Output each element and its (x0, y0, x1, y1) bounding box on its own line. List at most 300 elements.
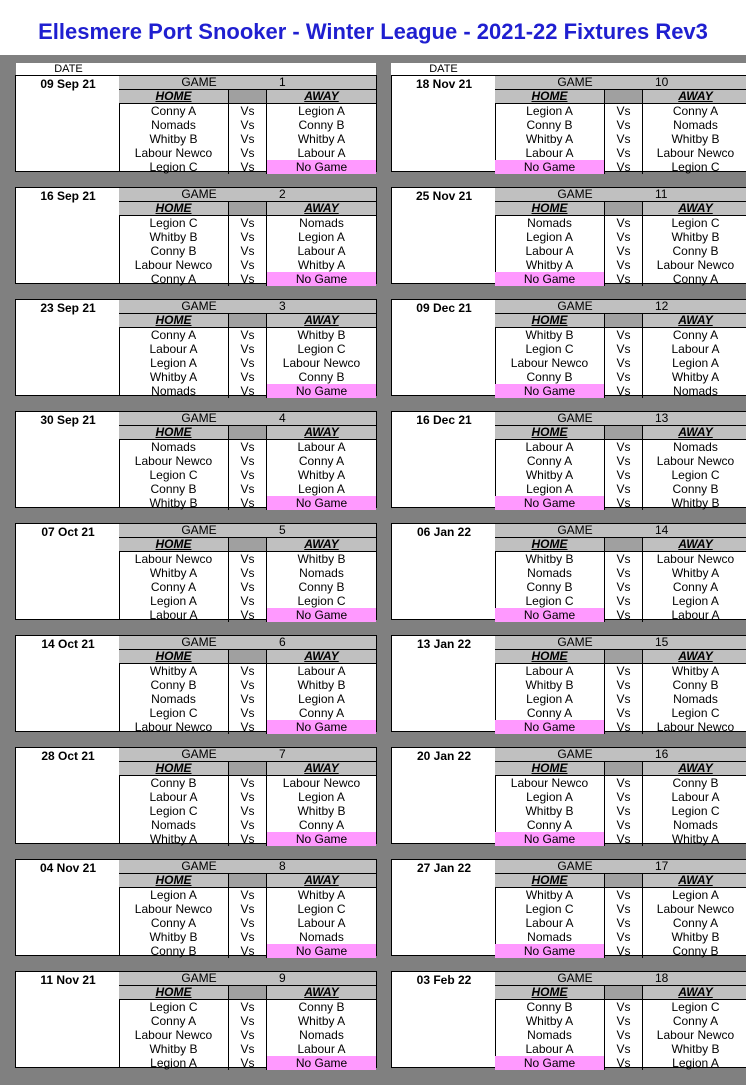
fixture-row (119, 244, 376, 258)
fixture-row (495, 818, 746, 832)
home-team: Legion C (495, 594, 605, 608)
game-row (495, 860, 746, 874)
home-team: Labour Newco (119, 258, 229, 272)
vs-header (229, 314, 267, 327)
vs-label: Vs (605, 328, 643, 342)
fixture-row (119, 370, 376, 384)
vs-label: Vs (605, 678, 643, 692)
vs-label: Vs (605, 1056, 643, 1070)
away-team: Whitby B (297, 328, 346, 342)
fixture-date: 28 Oct 21 (41, 749, 95, 763)
away-team: Conny B (298, 370, 345, 384)
fixture-block-game-8 (15, 859, 377, 956)
away-header: AWAY (643, 426, 746, 439)
fixture-grid (495, 636, 746, 734)
vs-label: Vs (229, 916, 267, 930)
home-team: Legion A (119, 356, 229, 370)
home-header: HOME (119, 426, 229, 439)
fixture-row (495, 104, 746, 118)
home-team: Conny B (495, 118, 605, 132)
away-team: Labour A (671, 342, 720, 356)
away-header: AWAY (267, 538, 376, 551)
vs-label: Vs (605, 552, 643, 566)
vs-label: Vs (605, 776, 643, 790)
away-team: Conny A (298, 454, 345, 468)
vs-label: Vs (605, 118, 643, 132)
column-header (119, 426, 376, 440)
game-number: 8 (279, 859, 286, 873)
home-team: Labour A (495, 440, 605, 454)
vs-label: Vs (229, 118, 267, 132)
fixture-row (495, 678, 746, 692)
fixture-grid (119, 412, 376, 510)
away-team: Whitby B (671, 230, 720, 244)
away-team: No Game (267, 720, 376, 734)
fixture-row (119, 594, 376, 608)
vs-label: Vs (605, 230, 643, 244)
vs-label: Vs (229, 132, 267, 146)
game-label: GAME (557, 299, 593, 313)
fixture-row (119, 1000, 376, 1014)
fixture-date: 09 Sep 21 (40, 77, 96, 91)
home-team: Whitby B (119, 930, 229, 944)
away-team: Conny B (672, 776, 719, 790)
game-label: GAME (557, 523, 593, 537)
home-team: Whitby B (495, 328, 605, 342)
home-team: Whitby A (495, 468, 605, 482)
game-row (495, 412, 746, 426)
fixture-row (495, 440, 746, 454)
game-row (495, 524, 746, 538)
home-team: Labour A (119, 608, 229, 622)
fixture-row (119, 678, 376, 692)
page-title: Ellesmere Port Snooker - Winter League - 2021-22 Fixtures Rev3 (38, 19, 708, 44)
home-team: Legion A (495, 790, 605, 804)
column-header (495, 538, 746, 552)
away-header: AWAY (643, 650, 746, 663)
home-header: HOME (119, 986, 229, 999)
vs-label: Vs (605, 832, 643, 846)
vs-label: Vs (605, 1000, 643, 1014)
fixture-row (119, 440, 376, 454)
fixture-row (119, 692, 376, 706)
away-team: Labour Newco (656, 720, 735, 734)
away-team: Whitby A (671, 370, 720, 384)
home-team: Whitby B (119, 1042, 229, 1056)
vs-label: Vs (605, 356, 643, 370)
fixture-grid (119, 300, 376, 398)
away-team: Legion A (298, 692, 345, 706)
game-label: GAME (557, 187, 593, 201)
vs-label: Vs (229, 104, 267, 118)
away-team: Conny B (672, 244, 719, 258)
game-number: 11 (655, 187, 668, 201)
home-team: No Game (495, 608, 605, 622)
away-team: Conny B (672, 678, 719, 692)
fixture-row (119, 118, 376, 132)
game-row (119, 188, 376, 202)
fixture-row (495, 244, 746, 258)
home-team: Conny A (119, 272, 229, 286)
column-header (495, 762, 746, 776)
game-number: 5 (279, 523, 286, 537)
vs-label: Vs (229, 888, 267, 902)
fixture-row (119, 454, 376, 468)
home-team: Labour A (119, 790, 229, 804)
game-number: 2 (279, 187, 286, 201)
game-row (495, 972, 746, 986)
home-team: Labour A (495, 664, 605, 678)
away-header: AWAY (643, 202, 746, 215)
game-row (119, 860, 376, 874)
home-header: HOME (495, 202, 605, 215)
vs-label: Vs (229, 468, 267, 482)
vs-label: Vs (605, 146, 643, 160)
fixture-row (119, 706, 376, 720)
away-team: Legion A (298, 230, 345, 244)
vs-label: Vs (229, 328, 267, 342)
fixture-date: 20 Jan 22 (416, 749, 472, 763)
fixture-date: 14 Oct 21 (41, 637, 95, 651)
game-row (495, 636, 746, 650)
away-team: Legion C (297, 902, 346, 916)
home-team: Nomads (119, 440, 229, 454)
away-header: AWAY (643, 314, 746, 327)
fixture-date: 03 Feb 22 (416, 973, 472, 987)
away-team: Labour A (297, 244, 346, 258)
home-team: Legion C (119, 160, 229, 174)
home-team: Legion A (495, 104, 605, 118)
fixture-row (495, 356, 746, 370)
home-header: HOME (119, 874, 229, 887)
vs-label: Vs (229, 258, 267, 272)
away-team: Legion A (672, 356, 719, 370)
fixture-row (119, 580, 376, 594)
away-header: AWAY (643, 538, 746, 551)
away-header: AWAY (643, 90, 746, 103)
vs-label: Vs (605, 818, 643, 832)
game-label: GAME (557, 747, 593, 761)
column-header (119, 314, 376, 328)
away-team: Conny A (672, 916, 719, 930)
away-team: Legion C (297, 594, 346, 608)
away-team: Labour Newco (282, 356, 361, 370)
game-number: 18 (655, 971, 669, 985)
fixture-row (495, 258, 746, 272)
fixture-row (119, 482, 376, 496)
fixture-date: 13 Jan 22 (416, 637, 472, 651)
away-team: Nomads (673, 440, 718, 454)
date-header-left (16, 63, 376, 75)
home-team: Labour A (495, 244, 605, 258)
vs-label: Vs (229, 580, 267, 594)
home-team: Legion C (119, 216, 229, 230)
home-team: Conny B (119, 944, 229, 958)
fixture-block-game-7 (15, 747, 377, 844)
fixture-row (495, 552, 746, 566)
away-team: Whitby A (297, 258, 346, 272)
home-team: Labour Newco (119, 146, 229, 160)
home-team: Conny A (119, 580, 229, 594)
fixture-row (119, 146, 376, 160)
vs-label: Vs (605, 1014, 643, 1028)
home-team: No Game (495, 272, 605, 286)
away-team: Legion C (671, 216, 720, 230)
fixture-row (119, 258, 376, 272)
away-team: Legion C (671, 1000, 720, 1014)
vs-label: Vs (229, 1028, 267, 1042)
away-team: No Game (267, 832, 376, 846)
game-label: GAME (181, 523, 217, 537)
game-label: GAME (557, 75, 593, 89)
home-team: Nomads (495, 1028, 605, 1042)
away-team: Legion C (671, 468, 720, 482)
fixture-row (495, 804, 746, 818)
fixture-grid (119, 972, 376, 1070)
game-row (119, 748, 376, 762)
game-number: 1 (279, 75, 286, 89)
away-team: Legion A (298, 104, 345, 118)
fixture-row (495, 230, 746, 244)
fixture-row (119, 272, 376, 286)
vs-label: Vs (229, 384, 267, 398)
home-team: Labour Newco (119, 720, 229, 734)
home-team: Nomads (495, 566, 605, 580)
fixture-grid (495, 524, 746, 622)
fixture-row (495, 160, 746, 174)
game-row (119, 524, 376, 538)
fixture-row (495, 832, 746, 846)
home-team: No Game (495, 944, 605, 958)
away-team: Whitby B (671, 930, 720, 944)
fixture-row (495, 132, 746, 146)
vs-label: Vs (605, 916, 643, 930)
away-team: Whitby A (297, 1014, 346, 1028)
away-team: Legion C (671, 706, 720, 720)
game-number: 17 (655, 859, 669, 873)
away-team: No Game (267, 496, 376, 510)
home-team: Whitby B (119, 230, 229, 244)
away-team: Conny B (298, 1000, 345, 1014)
fixture-row (495, 720, 746, 734)
fixture-row (119, 720, 376, 734)
home-header: HOME (119, 538, 229, 551)
away-team: Nomads (673, 818, 718, 832)
fixture-row (495, 692, 746, 706)
fixture-row (495, 594, 746, 608)
home-team: Legion C (119, 804, 229, 818)
away-header: AWAY (267, 426, 376, 439)
home-header: HOME (495, 426, 605, 439)
vs-header (605, 986, 643, 999)
game-row (495, 188, 746, 202)
vs-label: Vs (605, 496, 643, 510)
home-team: No Game (495, 496, 605, 510)
home-team: Conny B (119, 244, 229, 258)
fixture-row (119, 776, 376, 790)
game-number: 7 (279, 747, 286, 761)
vs-header (229, 650, 267, 663)
game-number: 9 (279, 971, 286, 985)
fixture-row (495, 1028, 746, 1042)
home-team: Legion A (119, 888, 229, 902)
fixture-block-game-18 (391, 971, 746, 1068)
fixture-row (495, 706, 746, 720)
home-team: Labour A (495, 916, 605, 930)
game-label: GAME (557, 971, 593, 985)
fixture-row (495, 468, 746, 482)
home-team: Legion C (119, 468, 229, 482)
fixture-row (495, 1042, 746, 1056)
game-number: 15 (655, 635, 669, 649)
vs-label: Vs (605, 1028, 643, 1042)
fixture-row (119, 496, 376, 510)
column-header (119, 874, 376, 888)
home-header: HOME (119, 314, 229, 327)
fixture-row (495, 342, 746, 356)
fixture-block-game-2 (15, 187, 377, 284)
away-team: Whitby B (297, 678, 346, 692)
home-header: HOME (495, 90, 605, 103)
fixture-date: 11 Nov 21 (40, 973, 96, 987)
away-team: Legion A (672, 888, 719, 902)
away-team: Conny B (672, 944, 719, 958)
column-header (119, 90, 376, 104)
column-header (495, 90, 746, 104)
vs-header (605, 426, 643, 439)
fixture-date: 30 Sep 21 (40, 413, 96, 427)
fixture-row (495, 944, 746, 958)
fixture-row (119, 566, 376, 580)
fixture-block-game-12 (391, 299, 746, 396)
vs-label: Vs (229, 1056, 267, 1070)
game-label: GAME (181, 299, 217, 313)
fixture-grid (495, 860, 746, 958)
vs-label: Vs (229, 342, 267, 356)
fixture-row (119, 902, 376, 916)
vs-label: Vs (605, 804, 643, 818)
away-team: Nomads (673, 692, 718, 706)
fixture-row (495, 608, 746, 622)
vs-label: Vs (229, 790, 267, 804)
fixture-row (119, 832, 376, 846)
home-team: Labour Newco (495, 356, 605, 370)
home-team: Legion A (119, 594, 229, 608)
home-team: Nomads (495, 930, 605, 944)
fixture-date: 25 Nov 21 (415, 189, 473, 203)
home-team: No Game (495, 720, 605, 734)
away-team: Nomads (299, 1028, 344, 1042)
fixture-row (495, 272, 746, 286)
fixture-row (119, 804, 376, 818)
vs-label: Vs (229, 566, 267, 580)
away-team: No Game (267, 1056, 376, 1070)
away-team: Nomads (299, 566, 344, 580)
fixture-row (495, 370, 746, 384)
away-team: Whitby B (671, 132, 720, 146)
vs-label: Vs (605, 720, 643, 734)
fixture-date: 18 Nov 21 (415, 77, 473, 91)
away-team: Whitby B (297, 552, 346, 566)
away-team: No Game (267, 160, 376, 174)
game-row (495, 748, 746, 762)
vs-header (605, 650, 643, 663)
home-team: Whitby A (495, 888, 605, 902)
fixture-grid (119, 76, 376, 174)
vs-label: Vs (229, 678, 267, 692)
vs-label: Vs (605, 342, 643, 356)
fixture-row (119, 1014, 376, 1028)
away-team: Whitby B (297, 804, 346, 818)
vs-label: Vs (229, 720, 267, 734)
game-label: GAME (181, 187, 217, 201)
fixture-date: 04 Nov 21 (39, 861, 97, 875)
vs-label: Vs (229, 146, 267, 160)
away-team: Whitby A (671, 832, 720, 846)
fixture-grid (495, 748, 746, 846)
home-team: Whitby B (119, 496, 229, 510)
away-team: Whitby A (671, 566, 720, 580)
game-row (119, 76, 376, 90)
fixture-grid (495, 412, 746, 510)
vs-label: Vs (229, 902, 267, 916)
date-header-right (391, 63, 746, 75)
vs-label: Vs (605, 482, 643, 496)
game-label: GAME (181, 971, 217, 985)
home-team: Conny A (495, 454, 605, 468)
fixture-row (495, 580, 746, 594)
home-team: No Game (495, 1056, 605, 1070)
home-team: Nomads (119, 118, 229, 132)
fixture-row (495, 118, 746, 132)
game-label: GAME (557, 411, 593, 425)
vs-label: Vs (229, 454, 267, 468)
away-team: Whitby A (671, 664, 720, 678)
vs-header (229, 90, 267, 103)
away-team: Nomads (299, 930, 344, 944)
vs-label: Vs (605, 384, 643, 398)
fixture-row (495, 902, 746, 916)
fixture-block-game-1 (15, 75, 377, 172)
home-header: HOME (495, 986, 605, 999)
vs-label: Vs (605, 902, 643, 916)
away-team: Labour A (297, 916, 346, 930)
away-team: Legion A (298, 482, 345, 496)
home-team: Whitby A (495, 1014, 605, 1028)
vs-label: Vs (605, 706, 643, 720)
vs-header (229, 202, 267, 215)
fixture-row (119, 356, 376, 370)
away-team: Conny A (672, 328, 719, 342)
vs-label: Vs (229, 664, 267, 678)
fixture-row (119, 1042, 376, 1056)
away-team: Conny B (298, 118, 345, 132)
vs-header (229, 986, 267, 999)
fixture-row (495, 384, 746, 398)
home-team: Labour Newco (119, 1028, 229, 1042)
vs-label: Vs (605, 244, 643, 258)
home-team: Conny B (119, 776, 229, 790)
fixture-block-game-10 (391, 75, 746, 172)
vs-label: Vs (229, 1042, 267, 1056)
home-team: Whitby A (119, 566, 229, 580)
vs-label: Vs (229, 608, 267, 622)
fixture-date: 06 Jan 22 (416, 525, 472, 539)
home-team: Whitby A (495, 132, 605, 146)
vs-label: Vs (605, 888, 643, 902)
fixture-row (495, 146, 746, 160)
vs-label: Vs (229, 776, 267, 790)
